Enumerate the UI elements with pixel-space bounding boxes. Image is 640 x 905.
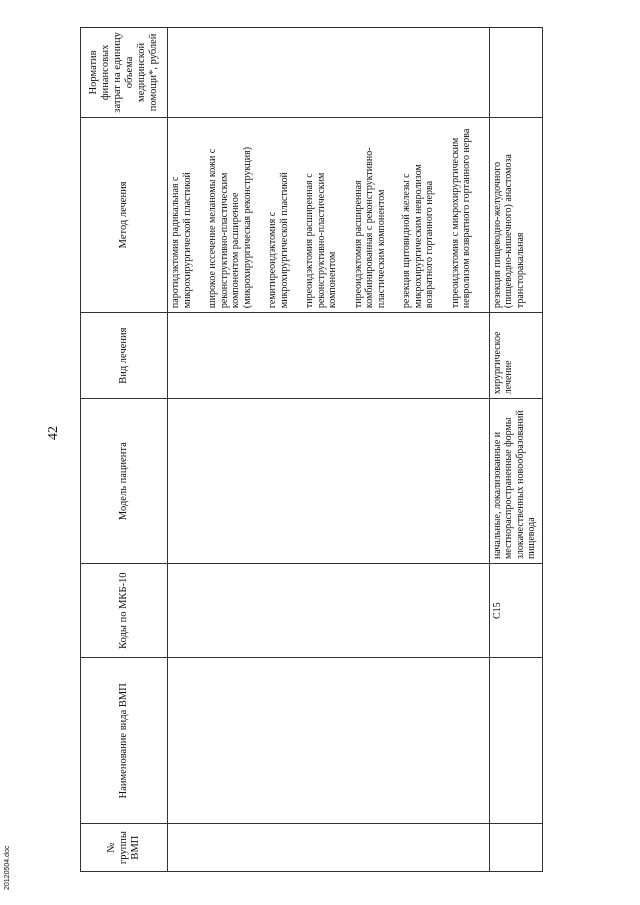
page-number: 42	[46, 426, 61, 440]
header-icd-codes: Коды по МКБ-10	[81, 564, 168, 658]
table-row	[168, 28, 490, 872]
cell-treatment	[168, 313, 490, 399]
method-item: тиреоидэктомия расширенная с реконструктивно-пластическим компонентом	[304, 172, 338, 309]
method-item: тиреоидэктомия с микрохирургическим невролизом возвратного гортанного нерва	[449, 128, 472, 309]
method-item: резекция пищеводно-желудочного (пищеводно-кишечного) анастомоза трансторакальная	[491, 154, 526, 309]
header-cost-norm: Норматив финансовых затрат на единицу объема медицинской помощи*, рублей	[81, 28, 168, 118]
method-item: широкое иссечение меланомы кожи с реконструктивно-пластическим компонентом расширенное (микрохирургическая реконструкция)	[207, 146, 253, 309]
footer-filename: 20120504.doc	[4, 845, 11, 890]
method-item: паротидэктомия радикальная с микрохирургической пластикой	[170, 172, 193, 309]
table-header-row	[81, 28, 168, 872]
cell-cost	[168, 28, 490, 118]
cell-patient	[168, 399, 490, 564]
cell-patient: начальные, локализованные и местнораспространенные формы злокачественных новообразований пищевода	[489, 399, 543, 564]
cell-name	[489, 658, 543, 824]
header-treatment-method: Метод лечения	[81, 117, 168, 312]
method-item: резекция щитовидной железы с микрохирургическим невролизом возвратного гортанного нерва	[401, 164, 435, 309]
header-treatment-type: Вид лечения	[81, 313, 168, 399]
cell-codes	[168, 564, 490, 658]
table-container	[80, 27, 600, 872]
cell-methods	[168, 117, 490, 312]
method-item: гемитиреоидэктомия с микрохирургической пластикой	[267, 172, 290, 309]
header-patient-model: Модель пациента	[81, 399, 168, 564]
vmp-table	[80, 27, 543, 872]
cell-codes: C15	[489, 564, 543, 658]
cell-group	[489, 824, 543, 872]
cell-treatment: хирургическое лечение	[489, 313, 543, 399]
header-vmp-name: Наименование вида ВМП	[81, 658, 168, 824]
cell-name	[168, 658, 490, 824]
header-group-number: № группы ВМП	[81, 824, 168, 872]
table-row	[489, 28, 543, 872]
cell-cost	[489, 28, 543, 118]
method-item: тиреоидэктомия расширенная комбинированная с реконструктивно-пластическим компонентом	[352, 147, 387, 309]
cell-group	[168, 824, 490, 872]
cell-methods	[489, 117, 543, 312]
